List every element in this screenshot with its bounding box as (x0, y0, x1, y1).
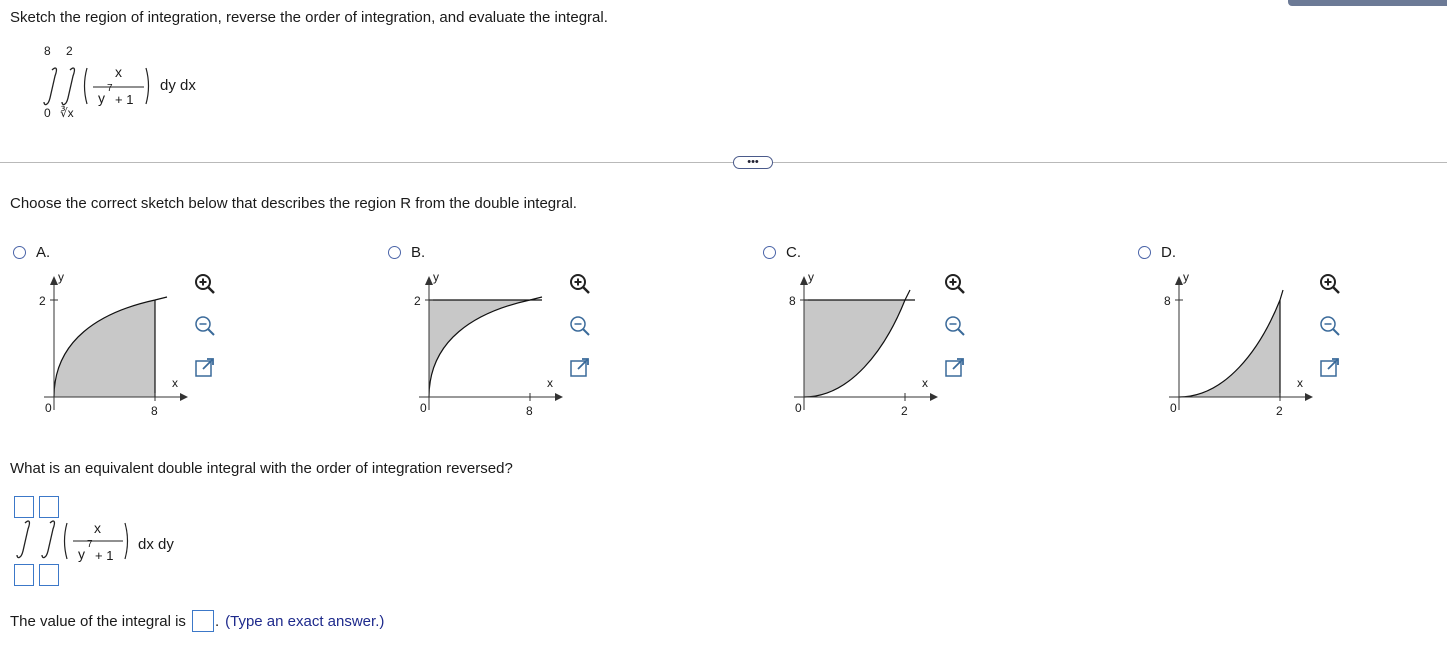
option-b-plot (405, 270, 575, 430)
reversed-denominator-exponent: 7 (87, 539, 93, 550)
option-a-graph (30, 270, 200, 430)
option-d-origin: 0 (1170, 401, 1177, 415)
outer-lower-input[interactable] (14, 564, 34, 586)
inner-upper-input[interactable] (39, 496, 59, 518)
option-d-yaxis-label: y (1183, 270, 1189, 284)
option-c-radio[interactable] (763, 246, 776, 259)
integrand-denominator-exponent: 7 (107, 83, 113, 94)
more-dots: ••• (747, 156, 759, 168)
option-d-radio[interactable] (1138, 246, 1151, 259)
part1-prompt: Choose the correct sketch below that describes the region R from the double integral. (10, 195, 577, 212)
zoom-out-icon[interactable] (568, 314, 592, 338)
reversed-denominator-tail: + 1 (95, 548, 114, 563)
option-d-plot (1155, 270, 1325, 430)
option-c-yaxis-label: y (808, 270, 814, 284)
option-c-xtick: 2 (901, 404, 908, 418)
popout-icon[interactable] (193, 356, 217, 380)
integrand-numerator: x (115, 64, 122, 80)
zoom-in-icon[interactable] (193, 272, 217, 296)
part3-note: (Type an exact answer.) (225, 612, 385, 630)
integrand-denominator-tail: + 1 (115, 92, 134, 107)
popout-icon[interactable] (943, 356, 967, 380)
option-a-yaxis-label: y (58, 270, 64, 284)
popout-icon[interactable] (1318, 356, 1342, 380)
part3-row (10, 610, 384, 632)
zoom-out-icon[interactable] (193, 314, 217, 338)
outer-lower-limit: 0 (44, 106, 51, 120)
inner-upper-limit: 2 (66, 44, 73, 58)
integrand-denominator-base: y (98, 90, 105, 106)
option-a-origin: 0 (45, 401, 52, 415)
more-button[interactable] (733, 156, 773, 169)
option-d-xaxis-label: x (1297, 376, 1303, 390)
option-b-ytick: 2 (414, 294, 421, 308)
integral-differentials: dy dx (160, 77, 196, 94)
zoom-out-icon[interactable] (943, 314, 967, 338)
option-c-graph (780, 270, 950, 430)
section-divider (0, 162, 1447, 163)
zoom-in-icon[interactable] (1318, 272, 1342, 296)
part2-prompt: What is an equivalent double integral with the order of integration reversed? (10, 460, 513, 477)
given-integral (40, 40, 220, 130)
option-d-label: D. (1161, 244, 1176, 261)
option-b-yaxis-label: y (433, 270, 439, 284)
option-d-xtick: 2 (1276, 404, 1283, 418)
integral-value-input[interactable] (192, 610, 214, 632)
zoom-in-icon[interactable] (568, 272, 592, 296)
part3-period: . (214, 612, 220, 630)
option-c-ytick: 8 (789, 294, 796, 308)
option-b-xtick: 8 (526, 404, 533, 418)
option-a-ytick: 2 (39, 294, 46, 308)
option-a-xtick: 8 (151, 404, 158, 418)
option-a-xaxis-label: x (172, 376, 178, 390)
option-c-label: C. (786, 244, 801, 261)
zoom-out-icon[interactable] (1318, 314, 1342, 338)
option-c-plot (780, 270, 950, 430)
option-b-radio[interactable] (388, 246, 401, 259)
option-c-origin: 0 (795, 401, 802, 415)
option-a-label: A. (36, 244, 51, 261)
inner-lower-input[interactable] (39, 564, 59, 586)
option-b-graph (405, 270, 575, 430)
outer-upper-input[interactable] (14, 496, 34, 518)
option-d-ytick: 8 (1164, 294, 1171, 308)
option-d-graph (1155, 270, 1325, 430)
reversed-denominator-base: y (78, 546, 85, 562)
part3-prefix: The value of the integral is (10, 612, 186, 630)
option-c-xaxis-label: x (922, 376, 928, 390)
option-b-xaxis-label: x (547, 376, 553, 390)
option-b-origin: 0 (420, 401, 427, 415)
question-prompt: Sketch the region of integration, reverse the order of integration, and evaluate the integral. (10, 9, 608, 26)
outer-upper-limit: 8 (44, 44, 51, 58)
option-a-plot (30, 270, 200, 430)
option-a-radio[interactable] (13, 246, 26, 259)
zoom-in-icon[interactable] (943, 272, 967, 296)
option-b-label: B. (411, 244, 426, 261)
popout-icon[interactable] (568, 356, 592, 380)
inner-lower-limit: ∛x (60, 106, 74, 120)
reversed-integral (12, 494, 212, 590)
top-right-tab (1288, 0, 1447, 6)
reversed-differentials: dx dy (138, 536, 174, 553)
reversed-numerator: x (94, 520, 101, 536)
